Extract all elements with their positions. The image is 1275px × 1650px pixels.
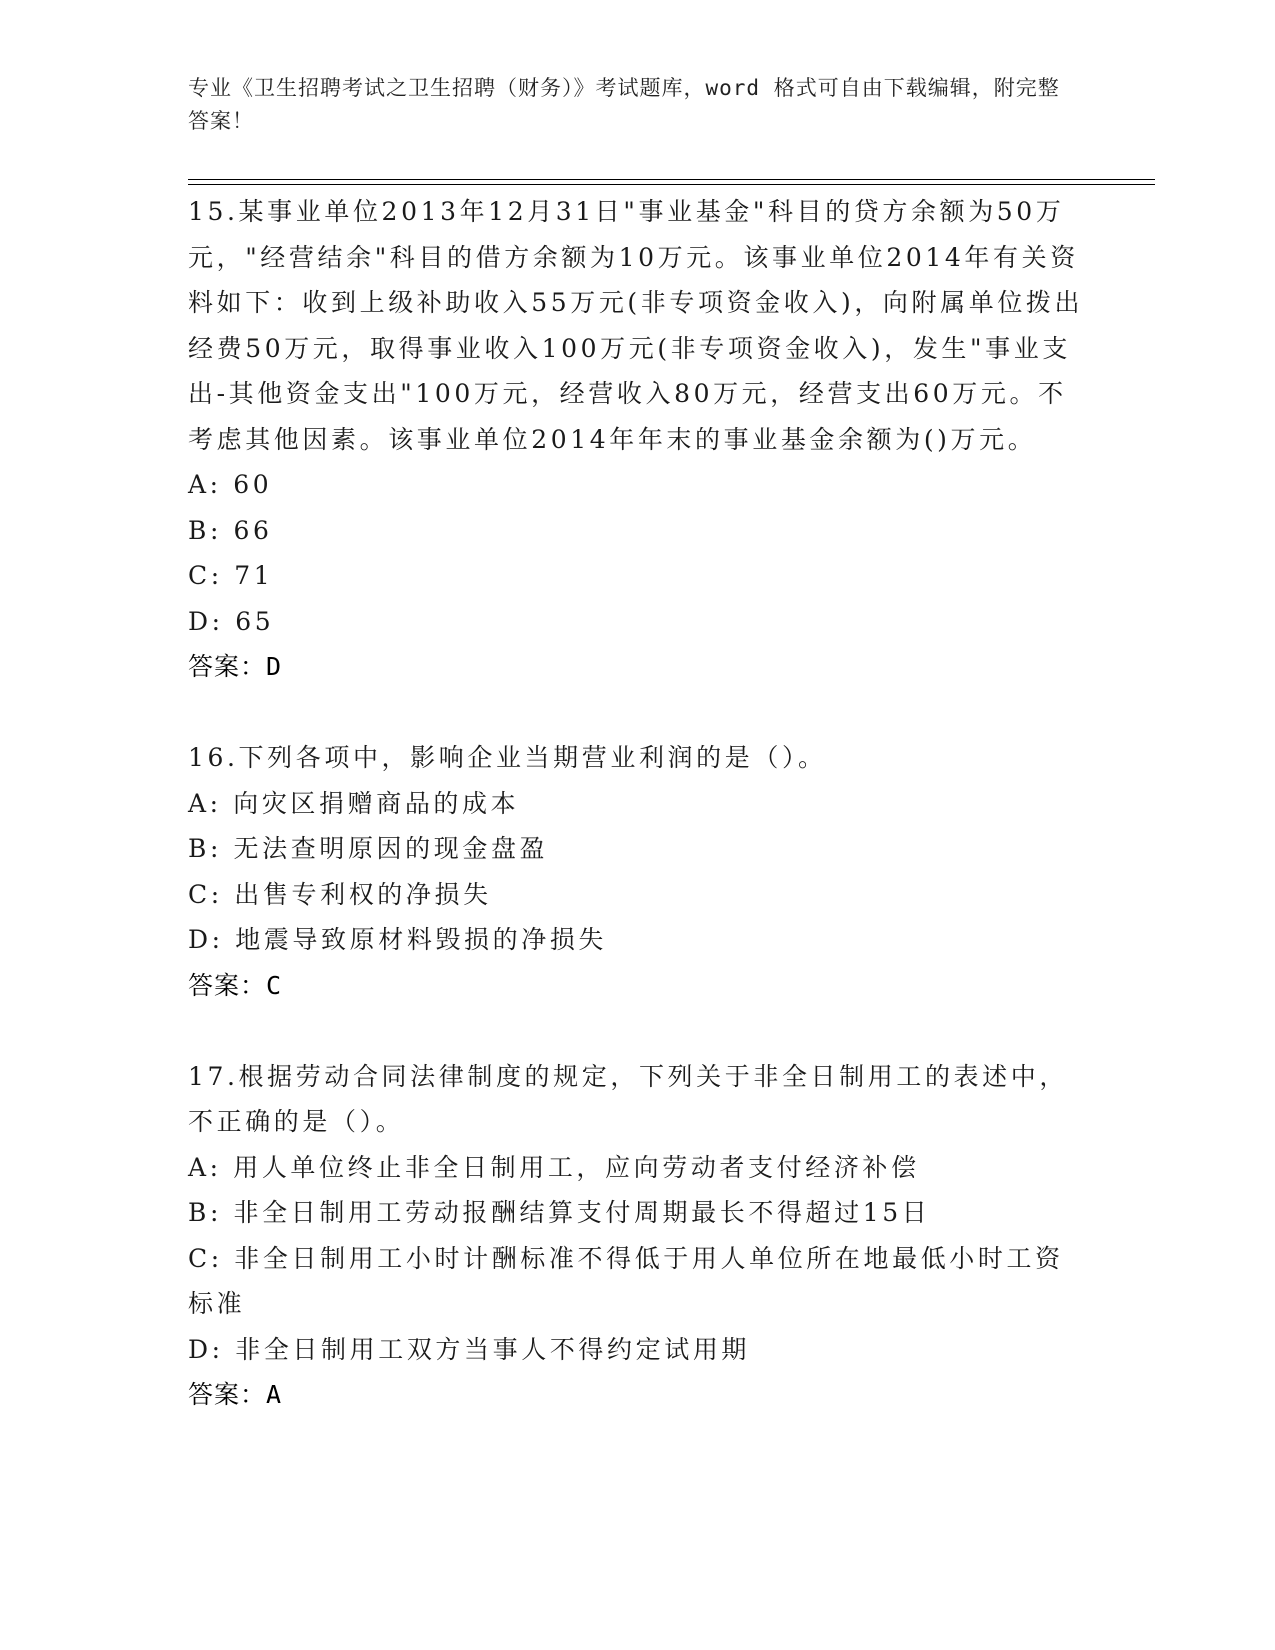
header-rule-bottom (188, 184, 1155, 185)
answer-label: 答案： (188, 970, 267, 1000)
question-stem: 17.根据劳动合同法律制度的规定，下列关于非全日制用工的表述中，不正确的是（）。 (188, 1061, 1068, 1136)
header-text: 专业《卫生招聘考试之卫生招聘（财务）》考试题库，word 格式可自由下载编辑，附完整答案！ (188, 76, 1060, 133)
option-b: B: 无法查明原因的现金盘盈 (188, 834, 549, 863)
option-b: B: 66 (188, 515, 273, 545)
answer-line (188, 644, 1088, 690)
question-list (188, 189, 1088, 1418)
question-stem: 16.下列各项中，影响企业当期营业利润的是（）。 (188, 743, 827, 772)
option-b: B: 非全日制用工劳动报酬结算支付周期最长不得超过15日 (188, 1198, 931, 1227)
answer-line (188, 963, 1088, 1009)
option-d: D: 非全日制用工双方当事人不得约定试用期 (188, 1334, 751, 1364)
spacer (188, 1008, 1088, 1054)
option-c: C: 非全日制用工小时计酬标准不得低于用人单位所在地最低小时工资标准 (188, 1243, 1064, 1318)
option-a: A: 向灾区捐赠商品的成本 (188, 788, 520, 818)
option-c: C: 出售专利权的净损失 (188, 879, 492, 909)
option-a: A: 60 (188, 470, 273, 499)
answer-label: 答案： (188, 1380, 267, 1409)
question-17 (188, 1054, 1088, 1418)
option-d: D: 65 (188, 606, 275, 636)
answer-value: D (266, 652, 283, 681)
document-header (188, 72, 1068, 138)
option-a: A: 用人单位终止非全日制用工，应向劳动者支付经济补偿 (188, 1152, 920, 1182)
answer-value: A (266, 1380, 283, 1409)
question-stem: 15.某事业单位2013年12月31日"事业基金"科目的贷方余额为50万元，"经营结余"科目的借方余额为10万元。该事业单位2014年有关资料如下：收到上级补助收入55万元(非专项资金收入)，向附属单位拨出经费50万元，取得事业收入100万元(非专项资金收入)，发生"事业支出-其他资金支出"100万元，经营收入80万元，经营支出60万元。不考虑其他因素。该事业单位2014年年末的事业基金余额为()万元。 (188, 197, 1084, 454)
answer-value: C (266, 970, 283, 1000)
answer-label: 答案： (188, 652, 267, 681)
option-d: D: 地震导致原材料毁损的净损失 (188, 925, 608, 954)
spacer (188, 690, 1088, 736)
answer-line (188, 1372, 1088, 1418)
question-16 (188, 735, 1088, 1008)
header-rule-top (188, 179, 1155, 180)
question-15 (188, 189, 1088, 690)
option-c: C: 71 (188, 561, 274, 590)
